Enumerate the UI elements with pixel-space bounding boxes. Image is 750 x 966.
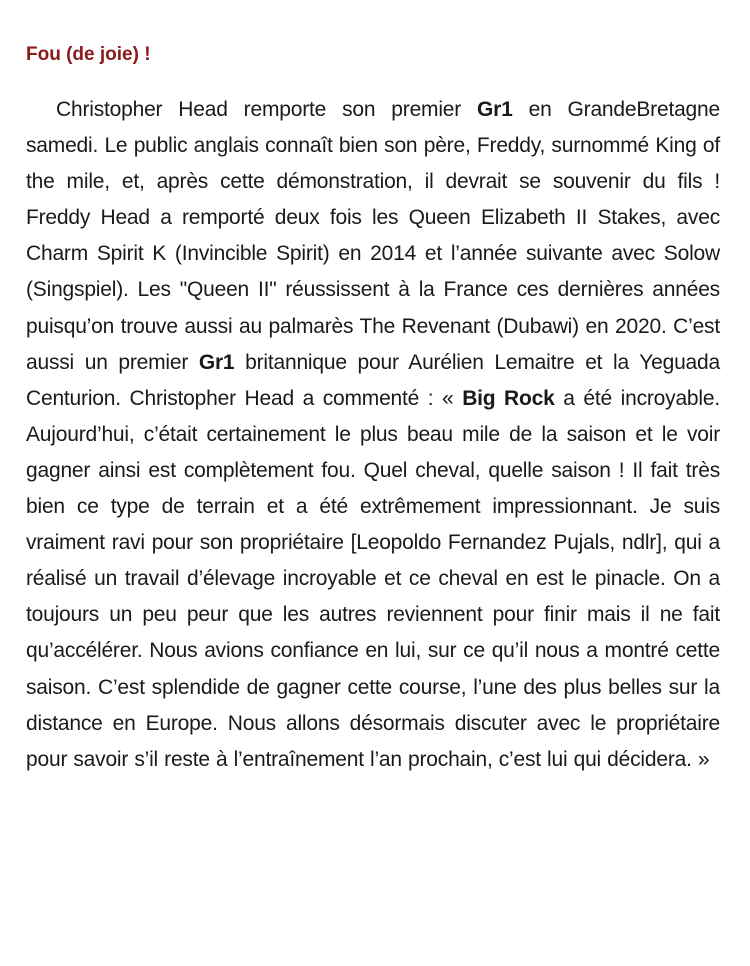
article-page bbox=[26, 40, 720, 778]
article-body bbox=[26, 92, 720, 778]
article-bold-gr1-second: Gr1 bbox=[198, 350, 235, 374]
article-text-2: en GrandeBretagne samedi. Le public anglais connaît bien son père, Freddy, surnommé King of the mile, et, après cette démonstration, il devrait se souvenir du fils ! Freddy Head a remporté deux fois les Queen Elizabeth II Stakes, avec Charm Spirit K (Invincible Spirit) en 2014 et l’année suivante avec Solow (Singspiel). Les "Queen II" réussissent à la France ces dernières années puisqu’on trouve aussi au palmarès The Revenant (Dubawi) en 2020. C’est aussi un premier bbox=[26, 98, 720, 374]
article-text-3: britannique pour Aurélien Lemaitre et la Yeguada Centurion. Christopher Head a commenté : « bbox=[26, 350, 720, 410]
article-bold-horse-name: Big Rock bbox=[462, 386, 555, 410]
article-title: Fou (de joie) ! bbox=[26, 44, 151, 65]
article-bold-gr1-first: Gr1 bbox=[477, 98, 513, 121]
article-text-4: a été incroyable. Aujourd’hui, c’était certainement le plus beau mile de la saison et le voir gagner ainsi est complètement fou. Quel cheval, quelle saison ! Il fait très bien ce type de terrain et a été extrêmement impressionnant. Je suis vraiment ravi pour son propriétaire [Leopoldo Fernandez Pujals, ndlr], qui a réalisé un travail d’élevage incroyable et ce cheval en est le pinacle. On a toujours un peu peur que les autres reviennent pour finir mais il ne fait qu’accélérer. Nous avions confiance en lui, sur ce qu’il nous a montré cette saison. C’est splendide de gagner cette course, l’une des plus belles sur la distance en Europe. Nous allons désormais discuter avec le propriétaire pour savoir s’il reste à l’entraînement l’an prochain, c’est lui qui décidera. » bbox=[26, 386, 720, 771]
article-text-1: Christopher Head remporte son premier bbox=[56, 98, 478, 121]
